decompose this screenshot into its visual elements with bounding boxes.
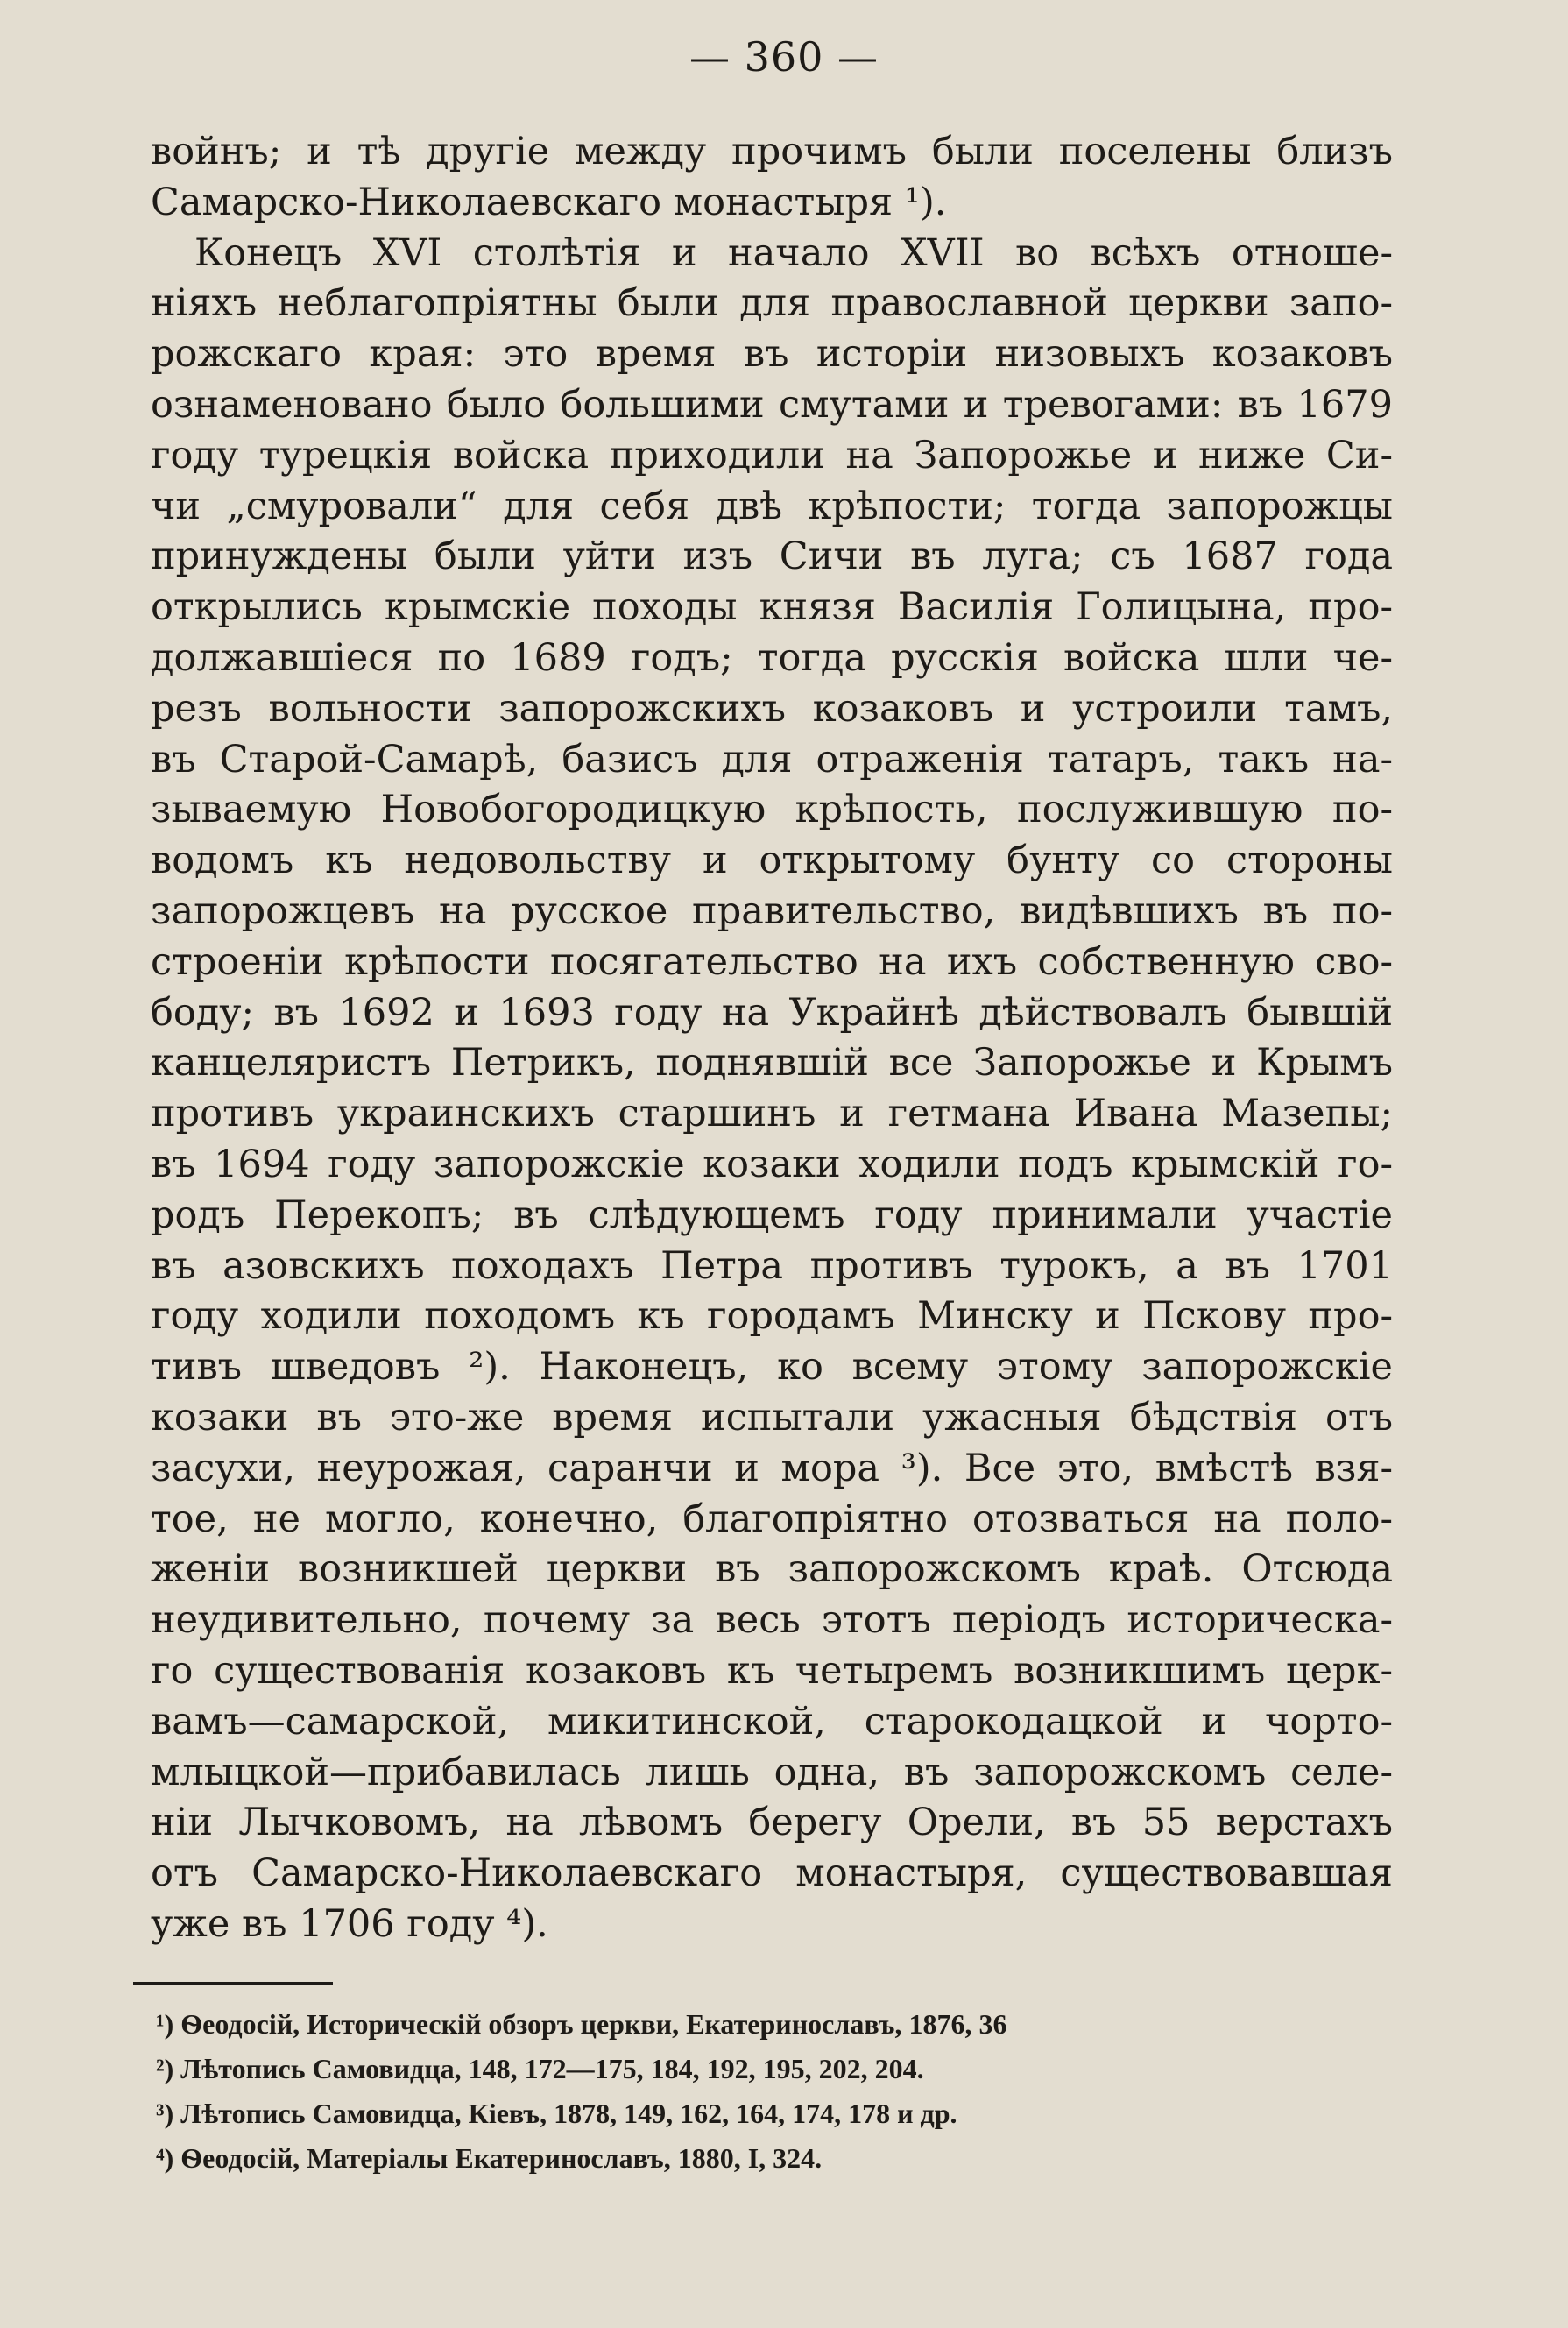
text-line: Самарско-Николаевскаго монастыря ¹). — [151, 180, 947, 224]
text-line: ніяхъ неблагопріятны были для православной церкви запо- — [151, 281, 1393, 326]
text-line: го существованія козаковъ къ четыремъ возникшимъ церк- — [151, 1648, 1393, 1693]
text-line: году ходили походомъ къ городамъ Минску и Пскову про- — [151, 1294, 1393, 1339]
text-line: козаки въ это-же время испытали ужасныя бѣдствія отъ — [151, 1395, 1393, 1440]
footnote-mark: ³) — [156, 2098, 174, 2129]
text-line: отъ Самарско-Николаевскаго монастыря, существовавшая — [151, 1851, 1393, 1896]
text-line: тивъ шведовъ ²). Наконецъ, ко всему этому запорожскіе — [151, 1345, 1393, 1390]
text-line: открылись крымскіе походы князя Василія Голицына, про- — [151, 585, 1393, 630]
footnote-mark: ¹) — [156, 2008, 174, 2040]
text-line: ніи Лычковомъ, на лѣвомъ берегу Орели, въ 55 верстахъ — [151, 1801, 1393, 1845]
text-line: противъ украинскихъ старшинъ и гетмана Ивана Мазепы; — [151, 1092, 1393, 1136]
text-line: ознаменовано было большими смутами и тревогами: въ 1679 — [151, 382, 1393, 427]
text-line: резъ вольности запорожскихъ козаковъ и устроили тамъ, — [151, 686, 1393, 731]
text-line: родъ Перекопъ; въ слѣдующемъ году принимали участіе — [151, 1192, 1393, 1237]
text-line: тое, не могло, конечно, благопріятно отозваться на поло- — [151, 1497, 1393, 1541]
footnote-divider — [133, 1982, 333, 1985]
page-number: — 360 — — [689, 33, 879, 81]
text-line: канцеляристъ Петрикъ, поднявшій все Запорожье и Крымъ — [151, 1041, 1393, 1086]
footnote-text: Ѳеодосій, Матеріалы Екатеринославъ, 1880, I, 324. — [180, 2142, 823, 2174]
footnote-text: Лѣтопись Самовидца, Кіевъ, 1878, 149, 162, 164, 174, 178 и др. — [180, 2098, 957, 2129]
text-line: уже въ 1706 году ⁴). — [151, 1901, 548, 1946]
text-line: году турецкія войска приходили на Запорожье и ниже Си- — [151, 433, 1393, 478]
text-line: въ Старой-Самарѣ, базисъ для отраженія татаръ, такъ на- — [151, 737, 1393, 782]
text-line: въ 1694 году запорожскіе козаки ходили подъ крымскій го- — [151, 1142, 1393, 1186]
text-line: водомъ къ недовольству и открытому бунту со стороны — [151, 839, 1393, 883]
text-line: запорожцевъ на русское правительство, видѣвшихъ въ по- — [151, 888, 1393, 933]
text-line: засухи, неурожая, саранчи и мора ³). Все это, вмѣстѣ взя- — [151, 1446, 1393, 1490]
text-line: чи „смуровали“ для себя двѣ крѣпости; тогда запорожцы — [151, 484, 1393, 528]
text-line: войнъ; и тѣ другіе между прочимъ были поселены близъ — [151, 130, 1393, 173]
footnotes — [156, 2002, 1295, 2181]
text-line: должавшіеся по 1689 годъ; тогда русскія войска шли че- — [151, 635, 1393, 680]
text-line: вамъ—самарской, микитинской, старокодацкой и чорто- — [151, 1699, 1393, 1744]
text-line: рожскаго края: это время въ исторіи низовыхъ козаковъ — [151, 332, 1393, 377]
text-line: млыцкой—прибавилась лишь одна, въ запорожскомъ селе- — [151, 1750, 1393, 1794]
footnote-mark: ⁴) — [156, 2142, 174, 2174]
footnote — [156, 2091, 1295, 2136]
text-line: женіи возникшей церкви въ запорожскомъ краѣ. Отсюда — [151, 1547, 1393, 1592]
text-line: въ азовскихъ походахъ Петра противъ турокъ, а въ 1701 — [151, 1243, 1393, 1288]
text-line: зываемую Новобогородицкую крѣпость, послужившую по- — [151, 788, 1393, 832]
footnote-mark: ²) — [156, 2053, 174, 2084]
text-line: принуждены были уйти изъ Сичи въ луга; съ 1687 года — [151, 534, 1393, 579]
text-line: боду; въ 1692 и 1693 году на Украйнѣ дѣйствовалъ бывшій — [151, 990, 1393, 1035]
footnote — [156, 2047, 1295, 2091]
footnote-text: Лѣтопись Самовидца, 148, 172—175, 184, 192, 195, 202, 204. — [180, 2053, 924, 2084]
footnote-text: Ѳеодосій, Историческій обзоръ церкви, Екатеринославъ, 1876, 36 — [180, 2008, 1007, 2040]
text-line: строеніи крѣпости посягательство на ихъ собственную сво- — [151, 939, 1393, 984]
footnote — [156, 2136, 1295, 2181]
body-text — [151, 127, 1393, 1950]
text-line: неудивительно, почему за весь этотъ періодъ историческа- — [151, 1598, 1393, 1643]
text-line: Конецъ XVI столѣтія и начало XVII во всѣхъ отноше- — [194, 230, 1393, 275]
footnote — [156, 2002, 1295, 2047]
